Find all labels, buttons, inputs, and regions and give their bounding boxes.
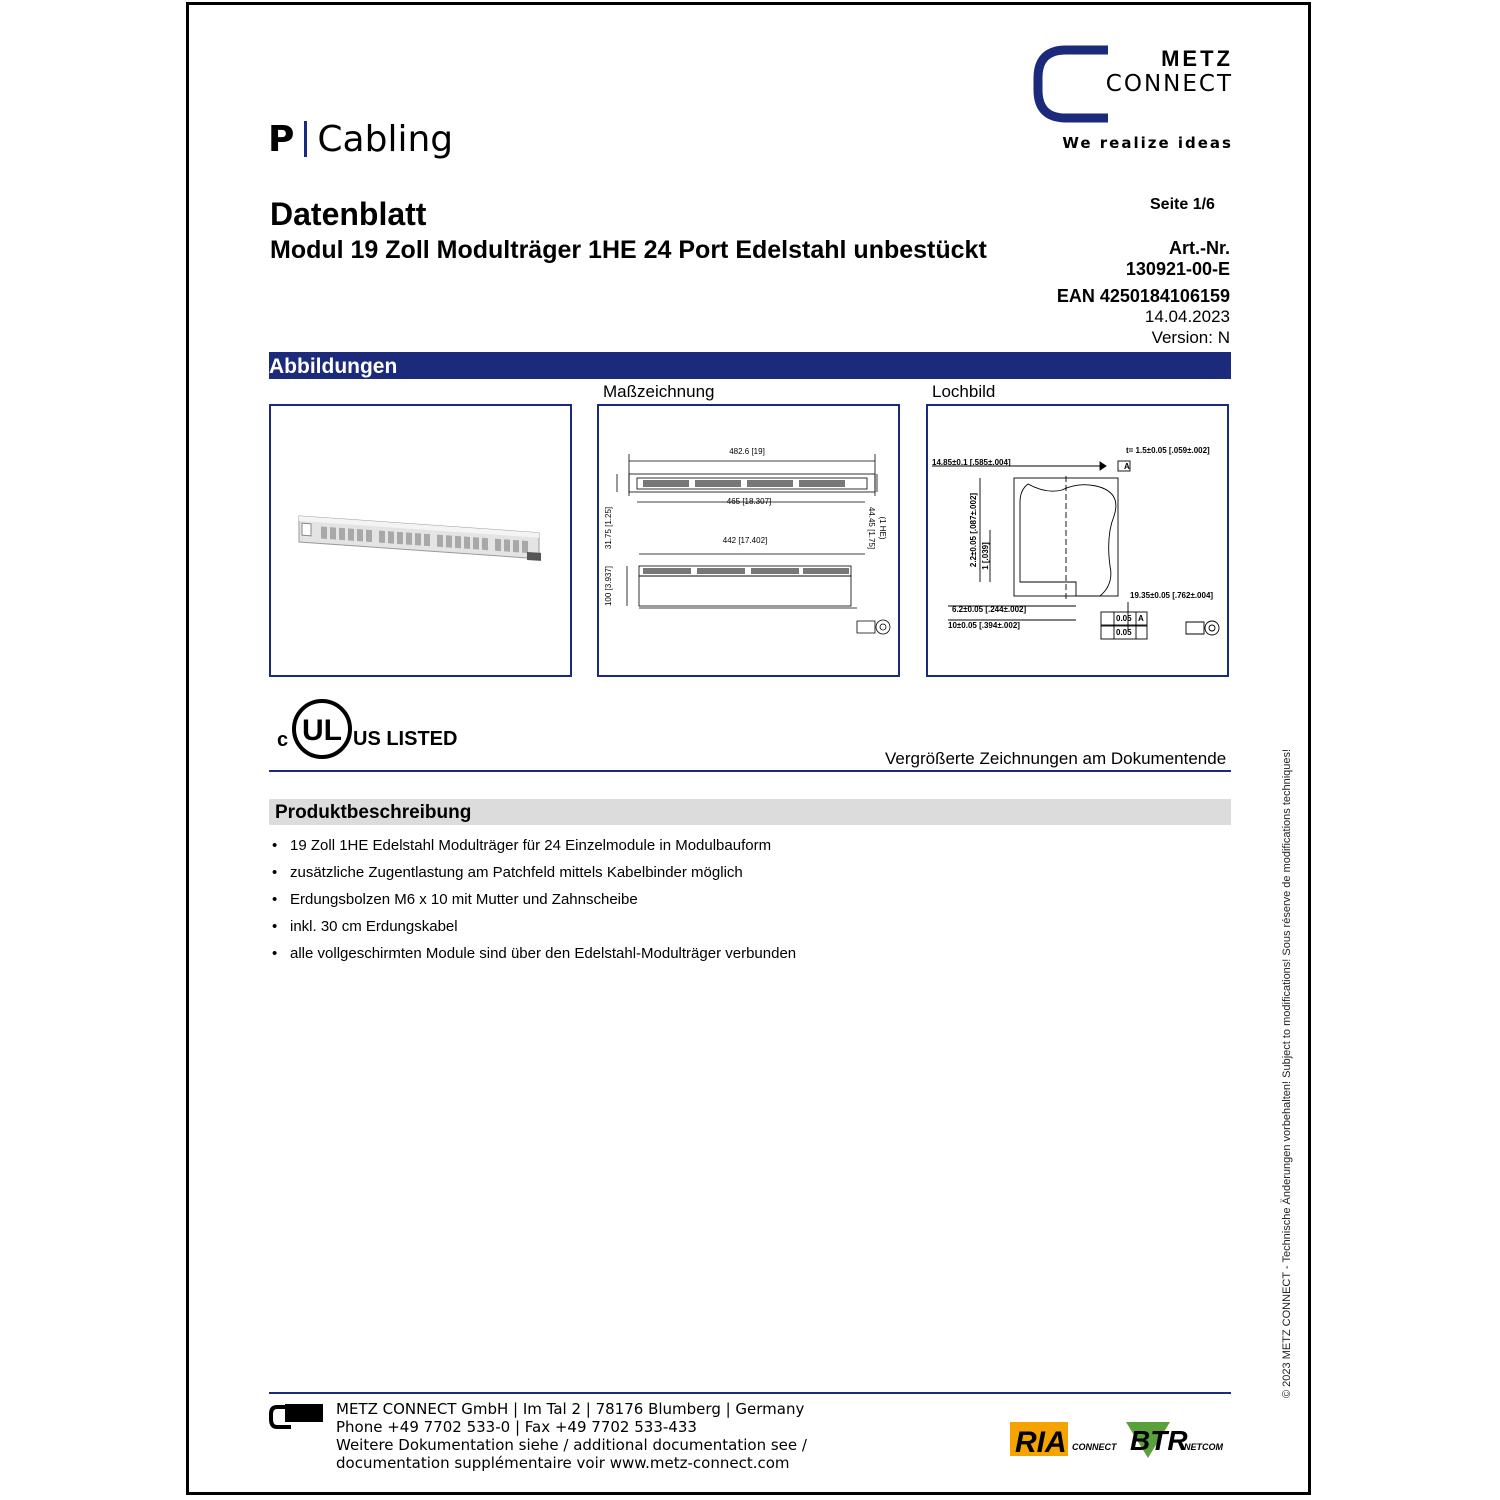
partner-logos <box>1010 1418 1230 1464</box>
footer-divider <box>269 1392 1231 1394</box>
list-item: • alle vollgeschirmten Module sind über den Edelstahl-Modulträger verbunden <box>272 944 796 971</box>
dim-text-inner-width: 442 [17.402] <box>722 536 768 545</box>
list-item: • 19 Zoll 1HE Edelstahl Modulträger für 24 Einzelmodule in Modulbauform <box>272 836 796 863</box>
ean-number: EAN 4250184106159 <box>1056 286 1230 306</box>
footer-doc-link: documentation supplémentaire voir www.metz-connect.com <box>336 1454 790 1472</box>
metz-connect-logo <box>1030 44 1240 156</box>
hole-text-datum: A <box>1124 462 1130 471</box>
hole-text-thickness: t= 1.5±0.05 [.059±.002] <box>1126 446 1210 455</box>
footer-metz-icon <box>269 1404 325 1432</box>
article-number: 130921-00-E <box>1125 259 1230 279</box>
hole-text-tol2: 0.05 <box>1116 628 1132 637</box>
list-item: • zusätzliche Zugentlastung am Patchfeld mittels Kabelbinder möglich <box>272 863 796 890</box>
hole-text-tol1: 0.05 <box>1116 614 1132 623</box>
footer-address: METZ CONNECT GmbH | Im Tal 2 | 78176 Blumberg | Germany <box>336 1400 805 1418</box>
ul-mark: UL <box>302 714 342 747</box>
hole-text-slot: 1 [.039] <box>981 542 990 570</box>
dim-text-total-width: 482.6 [19] <box>729 447 765 456</box>
dim-text-depth: 100 [3.937] <box>604 565 613 607</box>
dimension-drawing <box>599 406 898 675</box>
figure-label-holes: Lochbild <box>932 382 996 401</box>
ul-listed-text: US LISTED <box>353 728 458 750</box>
product-photo <box>271 406 570 675</box>
ria-logo-text: RIA <box>1015 1426 1067 1459</box>
hole-pattern-drawing <box>928 406 1227 675</box>
dim-text-height: 44.45 [1.75] <box>867 506 876 550</box>
hole-pattern-box <box>926 404 1229 677</box>
document-version: Version: N <box>1151 328 1230 347</box>
p-cabling-brand <box>268 120 453 160</box>
product-title: Modul 19 Zoll Modulträger 1HE 24 Port Edelstahl unbestückt <box>270 236 987 264</box>
footer-doc-note: Weitere Dokumentation siehe / additional documentation see / <box>336 1436 807 1454</box>
ul-c-mark: c <box>277 729 289 751</box>
product-description-title: Produktbeschreibung <box>275 802 472 823</box>
footer-contact <box>336 1400 807 1472</box>
hole-text-height: 2.2±0.05 [.087±.002] <box>969 492 978 568</box>
product-description-header <box>269 799 1231 825</box>
p-letter: P <box>268 119 295 160</box>
section-figures-header <box>269 352 1231 379</box>
cabling-word: Cabling <box>317 119 454 160</box>
hole-text-width: 19.35±0.05 [.762±.004] <box>1130 591 1214 600</box>
document-date: 14.04.2023 <box>1144 307 1230 326</box>
brand-divider <box>304 121 307 157</box>
btr-logo-sub: NETCOM <box>1184 1442 1223 1452</box>
enlarged-drawings-note: Vergrößerte Zeichnungen am Dokumentende <box>885 749 1227 768</box>
dimension-drawing-box <box>597 404 900 677</box>
list-item: • inkl. 30 cm Erdungskabel <box>272 917 796 944</box>
product-description-list <box>272 836 796 971</box>
btr-logo-text: BTR <box>1130 1425 1188 1456</box>
document-title: Datenblatt <box>270 196 427 232</box>
hole-text-spacing: 10±0.05 [.394±.002] <box>948 621 1020 630</box>
logo-text-connect: CONNECT <box>1105 71 1233 97</box>
section-figures-title: Abbildungen <box>269 355 398 378</box>
page-number: Seite 1/6 <box>1150 196 1215 213</box>
footer-phone: Phone +49 7702 533-0 | Fax +49 7702 533-433 <box>336 1418 697 1436</box>
dim-text-he: (1 HE) <box>878 516 887 540</box>
hole-text-left: 6.2±0.05 [.244±.002] <box>952 605 1027 614</box>
figure-label-dimension: Maßzeichnung <box>603 382 715 401</box>
dim-text-hole-spacing: 31.75 [1.25] <box>604 506 613 550</box>
ul-listed-logo <box>275 698 458 762</box>
product-image-box <box>269 404 572 677</box>
ria-logo-sub: CONNECT <box>1072 1442 1117 1452</box>
list-item: • Erdungsbolzen M6 x 10 mit Mutter und Zahnscheibe <box>272 890 796 917</box>
hole-text-tol-ref: A <box>1138 614 1144 623</box>
dim-text-mount-width: 465 [18.307] <box>726 497 772 506</box>
logo-tagline: We realize ideas <box>1062 134 1233 152</box>
article-number-label: Art.-Nr. <box>1168 238 1230 258</box>
copyright-side-note: © 2023 METZ CONNECT - Technische Änderungen vorbehalten! Subject to modifications! Sous réserve de modifications techniques! <box>1281 748 1293 1398</box>
logo-text-metz: METZ <box>1161 46 1233 71</box>
hole-text-offset: 14.85±0.1 [.585±.004] <box>932 458 1011 467</box>
section-divider <box>269 770 1231 772</box>
